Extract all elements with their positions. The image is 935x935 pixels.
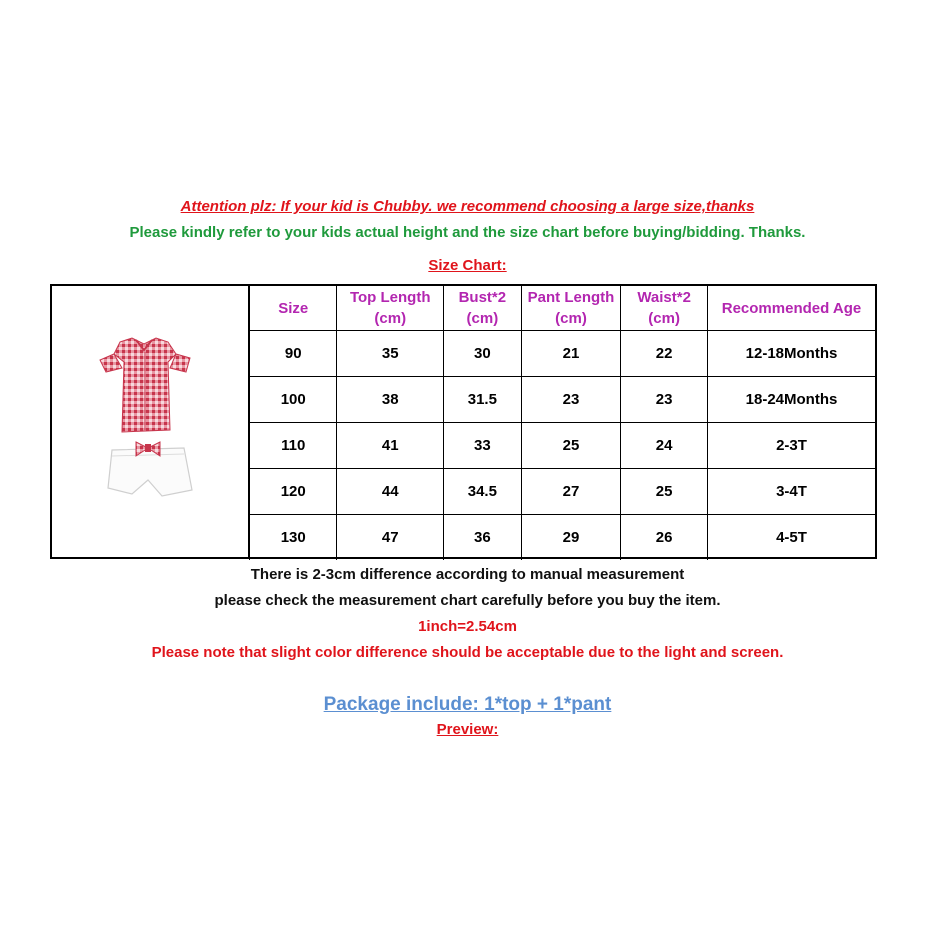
size-cell: 110 (250, 423, 337, 469)
table-row (250, 331, 876, 377)
outfit-illustration (92, 332, 212, 512)
check-chart-note: please check the measurement chart carefully before you buy the item. (214, 592, 721, 609)
header-waist: Waist*2 (cm) (621, 286, 708, 331)
header-recommended-age: Recommended Age (707, 286, 875, 331)
age-cell: 4-5T (707, 515, 875, 561)
waist-cell: 22 (621, 331, 708, 377)
bust-cell: 34.5 (443, 469, 521, 515)
size-reference-notice: Please kindly refer to your kids actual height and the size chart before buying/bidding. Thanks. (129, 224, 806, 241)
table-header-row (250, 286, 876, 331)
age-cell: 3-4T (707, 469, 875, 515)
top-length-cell: 41 (337, 423, 444, 469)
pant-length-cell: 23 (521, 377, 621, 423)
pant-length-cell: 25 (521, 423, 621, 469)
product-photo (52, 286, 249, 557)
size-cell: 90 (250, 331, 337, 377)
color-difference-note: Please note that slight color difference should be acceptable due to the light and screen. (151, 644, 784, 661)
header-bust: Bust*2 (cm) (443, 286, 521, 331)
attention-notice: Attention plz: If your kid is Chubby. we recommend choosing a large size,thanks (180, 198, 755, 215)
waist-cell: 24 (621, 423, 708, 469)
size-table (249, 286, 875, 560)
waist-cell: 26 (621, 515, 708, 561)
pant-length-cell: 21 (521, 331, 621, 377)
header-size: Size (250, 286, 337, 331)
bust-cell: 36 (443, 515, 521, 561)
top-length-cell: 44 (337, 469, 444, 515)
table-row (250, 423, 876, 469)
size-cell: 120 (250, 469, 337, 515)
table-row (250, 469, 876, 515)
waist-cell: 23 (621, 377, 708, 423)
package-contents: Package include: 1*top + 1*pant (323, 694, 612, 715)
table-row (250, 515, 876, 561)
top-length-cell: 38 (337, 377, 444, 423)
age-cell: 18-24Months (707, 377, 875, 423)
bust-cell: 30 (443, 331, 521, 377)
size-cell: 100 (250, 377, 337, 423)
preview-label: Preview: (436, 721, 499, 738)
header-top-length: Top Length (cm) (337, 286, 444, 331)
size-cell: 130 (250, 515, 337, 561)
pant-length-cell: 29 (521, 515, 621, 561)
header-pant-length: Pant Length (cm) (521, 286, 621, 331)
measurement-difference-note: There is 2-3cm difference according to manual measurement (250, 566, 685, 583)
pant-length-cell: 27 (521, 469, 621, 515)
bust-cell: 31.5 (443, 377, 521, 423)
age-cell: 12-18Months (707, 331, 875, 377)
waist-cell: 25 (621, 469, 708, 515)
age-cell: 2-3T (707, 423, 875, 469)
top-length-cell: 47 (337, 515, 444, 561)
size-chart-title: Size Chart: (428, 257, 507, 274)
table-row (250, 377, 876, 423)
bust-cell: 33 (443, 423, 521, 469)
inch-conversion: 1inch=2.54cm (418, 618, 517, 635)
top-length-cell: 35 (337, 331, 444, 377)
size-chart (50, 284, 877, 559)
